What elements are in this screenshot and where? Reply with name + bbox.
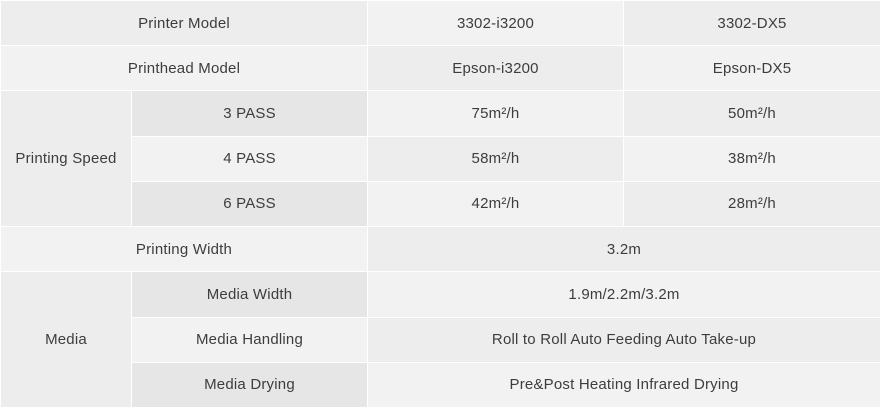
cell-speed-6pass-dx5: 28m²/h [624, 181, 880, 226]
subrow-label-media-handling: Media Handling [132, 317, 368, 362]
table-row [1, 272, 880, 317]
table-row [1, 46, 880, 91]
table-row [1, 136, 880, 181]
subrow-label-6-pass: 6 PASS [132, 181, 368, 226]
cell-media-drying-value: Pre&Post Heating Infrared Drying [368, 362, 880, 407]
cell-speed-3pass-i3200: 75m²/h [368, 91, 624, 136]
subrow-label-3-pass: 3 PASS [132, 91, 368, 136]
cell-speed-4pass-i3200: 58m²/h [368, 136, 624, 181]
cell-speed-6pass-i3200: 42m²/h [368, 181, 624, 226]
cell-printer-model-i3200: 3302-i3200 [368, 1, 624, 46]
cell-printing-width-value: 3.2m [368, 227, 880, 272]
row-label-media: Media [1, 272, 132, 408]
table-row [1, 227, 880, 272]
row-label-printing-width: Printing Width [1, 227, 368, 272]
cell-media-handling-value: Roll to Roll Auto Feeding Auto Take-up [368, 317, 880, 362]
table-row [1, 1, 880, 46]
subrow-label-media-width: Media Width [132, 272, 368, 317]
cell-media-width-value: 1.9m/2.2m/3.2m [368, 272, 880, 317]
row-label-printhead-model: Printhead Model [1, 46, 368, 91]
subrow-label-4-pass: 4 PASS [132, 136, 368, 181]
table-row [1, 91, 880, 136]
row-label-printer-model: Printer Model [1, 1, 368, 46]
subrow-label-media-drying: Media Drying [132, 362, 368, 407]
row-label-printing-speed: Printing Speed [1, 91, 132, 227]
table-row [1, 317, 880, 362]
cell-speed-3pass-dx5: 50m²/h [624, 91, 880, 136]
cell-printhead-model-i3200: Epson-i3200 [368, 46, 624, 91]
table-row [1, 181, 880, 226]
table-row [1, 362, 880, 407]
cell-speed-4pass-dx5: 38m²/h [624, 136, 880, 181]
cell-printer-model-dx5: 3302-DX5 [624, 1, 880, 46]
cell-printhead-model-dx5: Epson-DX5 [624, 46, 880, 91]
